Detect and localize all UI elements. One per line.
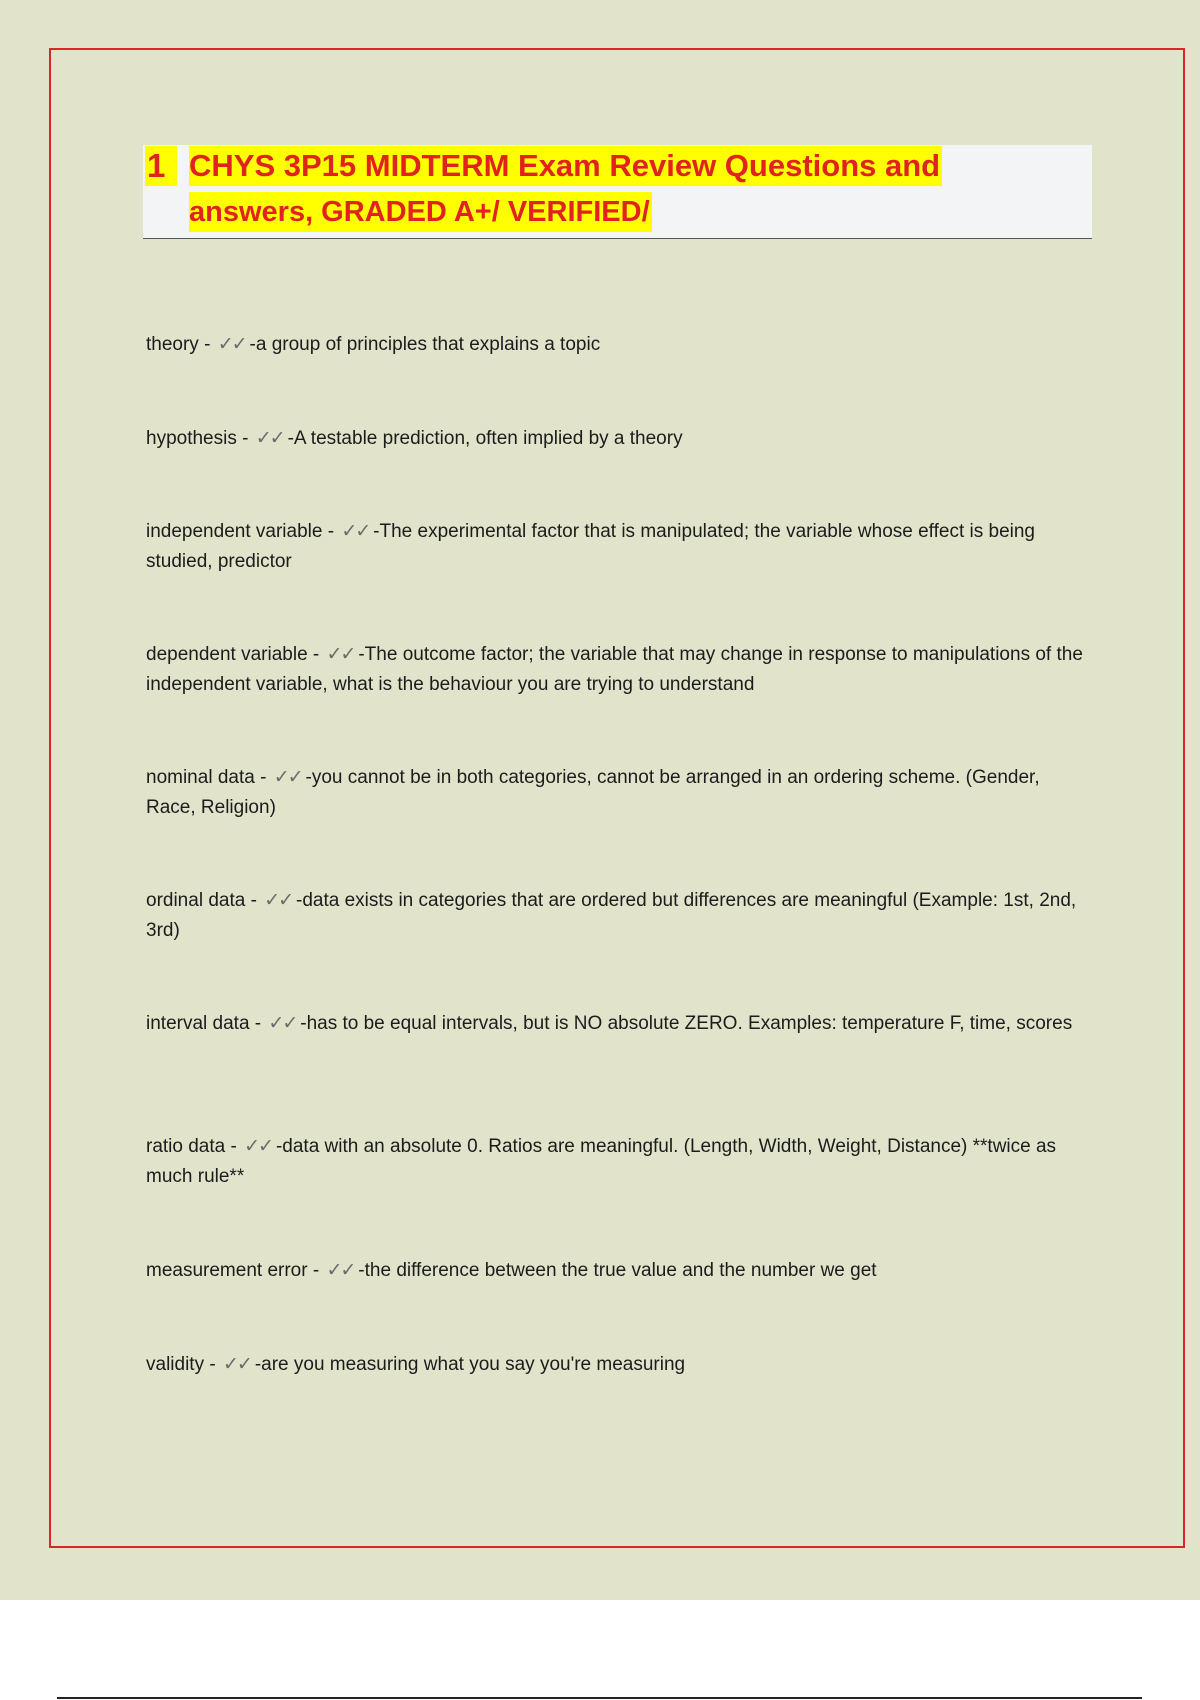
entry-ratio-data <box>146 1132 1086 1192</box>
entry-term: measurement error - <box>146 1260 325 1281</box>
entry-term: interval data - <box>146 1013 267 1034</box>
entry-term: independent variable - <box>146 521 340 542</box>
title-line-1: CHYS 3P15 MIDTERM Exam Review Questions and <box>189 146 942 186</box>
entry-ordinal-data <box>146 886 1086 946</box>
title-line-2: answers, GRADED A+/ VERIFIED/ <box>189 192 652 232</box>
footer-rule <box>57 1697 1142 1699</box>
entry-theory <box>146 330 1086 360</box>
entry-hypothesis <box>146 424 1086 454</box>
entry-definition: -data exists in categories that are ordered but differences are meaningful (Example: 1st, 2nd, 3rd) <box>146 890 1077 941</box>
entry-term: ratio data - <box>146 1136 243 1157</box>
double-check-icon: ✓✓ <box>273 767 302 788</box>
entry-definition: -the difference between the true value and the number we get <box>358 1260 877 1281</box>
entry-definition: -The experimental factor that is manipulated; the variable whose effect is being studied, predictor <box>146 521 1036 572</box>
entry-definition: -a group of principles that explains a topic <box>249 334 601 355</box>
entry-term: hypothesis - <box>146 428 254 449</box>
entry-term: dependent variable - <box>146 644 325 665</box>
entry-definition: -A testable prediction, often implied by a theory <box>287 428 683 449</box>
title-number: 1 <box>145 146 177 186</box>
double-check-icon: ✓✓ <box>268 1013 297 1034</box>
double-check-icon: ✓✓ <box>264 890 293 911</box>
entry-definition: -The outcome factor; the variable that may change in response to manipulations of the independent variable, what is the behaviour you are trying to understand <box>146 644 1083 695</box>
entry-definition: -data with an absolute 0. Ratios are meaningful. (Length, Width, Weight, Distance) **twice as much rule** <box>146 1136 1057 1187</box>
entry-term: validity - <box>146 1354 221 1375</box>
entry-measurement-error <box>146 1256 1086 1286</box>
double-check-icon: ✓✓ <box>326 1260 355 1281</box>
double-check-icon: ✓✓ <box>217 334 246 355</box>
entry-independent-variable <box>146 517 1086 577</box>
entry-definition: -you cannot be in both categories, cannot be arranged in an ordering scheme. (Gender, Race, Religion) <box>146 767 1040 818</box>
double-check-icon: ✓✓ <box>326 644 355 665</box>
double-check-icon: ✓✓ <box>341 521 370 542</box>
entry-nominal-data <box>146 763 1086 823</box>
entry-definition: -has to be equal intervals, but is NO absolute ZERO. Examples: temperature F, time, scores <box>300 1013 1073 1034</box>
entry-definition: -are you measuring what you say you're measuring <box>254 1354 686 1375</box>
entry-term: ordinal data - <box>146 890 263 911</box>
entry-validity <box>146 1350 1086 1380</box>
entry-interval-data <box>146 1009 1086 1039</box>
double-check-icon: ✓✓ <box>255 428 284 449</box>
entry-dependent-variable <box>146 640 1086 700</box>
entry-term: theory - <box>146 334 216 355</box>
double-check-icon: ✓✓ <box>244 1136 272 1157</box>
double-check-icon: ✓✓ <box>222 1354 251 1375</box>
entry-term: nominal data - <box>146 767 272 788</box>
